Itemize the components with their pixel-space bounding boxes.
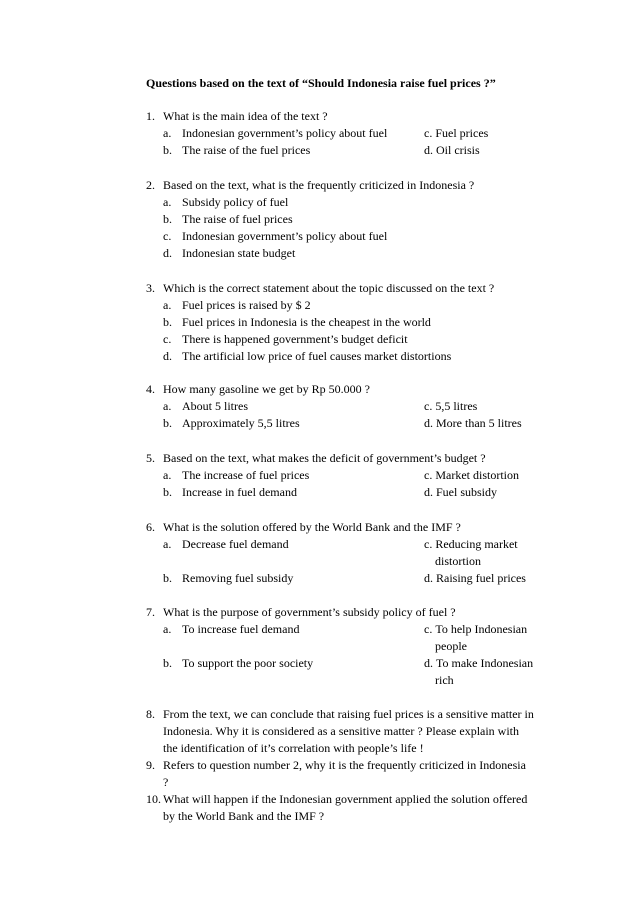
option-text: Fuel prices	[435, 126, 489, 140]
option-text: To make Indonesian	[436, 656, 534, 670]
question-text: What is the main idea of the text ?	[163, 109, 328, 123]
question-text-line: by the World Bank and the IMF ?	[163, 809, 325, 823]
question-6	[146, 519, 576, 587]
question-number: 7.	[146, 605, 155, 619]
option-letter: b.	[163, 315, 172, 329]
question-number: 6.	[146, 520, 155, 534]
option-letter: c.	[424, 537, 433, 551]
question-text-line: Indonesia. Why it is considered as a sensitive matter ? Please explain with	[163, 724, 520, 738]
option-letter: c.	[163, 229, 172, 243]
option-letter: b.	[163, 143, 172, 157]
option-letter: a.	[163, 622, 172, 636]
option-letter: c.	[424, 126, 433, 140]
option-letter: c.	[424, 468, 433, 482]
option-letter: c.	[424, 399, 433, 413]
option-text: To support the poor society	[182, 656, 314, 670]
question-9	[146, 757, 576, 791]
option-letter: d.	[163, 246, 172, 260]
option-letter: d.	[424, 571, 433, 585]
option-letter: d.	[424, 656, 433, 670]
option-text: 5,5 litres	[435, 399, 478, 413]
question-number: 10.	[146, 792, 161, 806]
option-text: Indonesian government’s policy about fuel	[182, 126, 388, 140]
option-text-continued: rich	[435, 673, 454, 687]
question-text: What is the purpose of government’s subsidy policy of fuel ?	[163, 605, 456, 619]
option-text: Increase in fuel demand	[182, 485, 297, 499]
option-text: About 5 litres	[182, 399, 248, 413]
question-text-line: From the text, we can conclude that raising fuel prices is a sensitive matter in	[163, 707, 534, 721]
question-number: 4.	[146, 382, 155, 396]
option-letter: d.	[163, 349, 172, 363]
option-text-continued: distortion	[435, 554, 482, 568]
option-text: Approximately 5,5 litres	[182, 416, 300, 430]
question-number: 2.	[146, 178, 155, 192]
question-text: How many gasoline we get by Rp 50.000 ?	[163, 382, 370, 396]
question-7	[146, 604, 576, 689]
question-number: 8.	[146, 707, 155, 721]
option-text: Decrease fuel demand	[182, 537, 289, 551]
question-text-line: ?	[163, 775, 169, 789]
question-text-line: the identification of it’s correlation with people’s life !	[163, 741, 424, 755]
option-text: Oil crisis	[436, 143, 480, 157]
option-letter: d.	[424, 485, 433, 499]
option-letter: a.	[163, 399, 172, 413]
option-letter: b.	[163, 416, 172, 430]
option-text: Indonesian government’s policy about fuel	[182, 229, 388, 243]
option-text: To increase fuel demand	[182, 622, 300, 636]
page-title: Questions based on the text of “Should Indonesia raise fuel prices ?”	[146, 76, 496, 90]
question-text-line: Refers to question number 2, why it is the frequently criticized in Indonesia	[163, 758, 526, 772]
option-text: Indonesian state budget	[182, 246, 296, 260]
question-number: 5.	[146, 451, 155, 465]
option-text: More than 5 litres	[436, 416, 522, 430]
option-letter: a.	[163, 195, 172, 209]
option-letter: a.	[163, 468, 172, 482]
option-letter: b.	[163, 656, 172, 670]
question-5	[146, 450, 576, 501]
option-letter: b.	[163, 485, 172, 499]
option-letter: c.	[163, 332, 172, 346]
question-text: Based on the text, what is the frequently criticized in Indonesia ?	[163, 178, 475, 192]
question-3	[146, 280, 576, 365]
question-2	[146, 177, 576, 262]
option-text: Subsidy policy of fuel	[182, 195, 289, 209]
option-text: The raise of fuel prices	[182, 212, 293, 226]
question-text: What is the solution offered by the World Bank and the IMF ?	[163, 520, 461, 534]
option-text: Removing fuel subsidy	[182, 571, 294, 585]
option-text: The increase of fuel prices	[182, 468, 310, 482]
option-letter: b.	[163, 571, 172, 585]
option-letter: d.	[424, 416, 433, 430]
option-text-continued: people	[435, 639, 467, 653]
option-letter: a.	[163, 537, 172, 551]
option-text: Reducing market	[435, 537, 518, 551]
option-text: Market distortion	[435, 468, 519, 482]
option-text: Fuel prices in Indonesia is the cheapest in the world	[182, 315, 431, 329]
question-text: Based on the text, what makes the deficit of government’s budget ?	[163, 451, 486, 465]
question-8	[146, 706, 576, 757]
question-text: Which is the correct statement about the topic discussed on the text ?	[163, 281, 495, 295]
option-text: The raise of the fuel prices	[182, 143, 311, 157]
option-text: Fuel subsidy	[436, 485, 498, 499]
option-text: Fuel prices is raised by $ 2	[182, 298, 311, 312]
option-text: To help Indonesian	[435, 622, 528, 636]
question-4	[146, 381, 576, 432]
question-1	[146, 108, 576, 159]
option-text: There is happened government’s budget deficit	[182, 332, 408, 346]
option-letter: d.	[424, 143, 433, 157]
option-text: Raising fuel prices	[436, 571, 526, 585]
question-number: 9.	[146, 758, 155, 772]
option-letter: a.	[163, 298, 172, 312]
question-number: 3.	[146, 281, 155, 295]
option-text: The artificial low price of fuel causes market distortions	[182, 349, 452, 363]
question-number: 1.	[146, 109, 155, 123]
option-letter: c.	[424, 622, 433, 636]
option-letter: a.	[163, 126, 172, 140]
option-letter: b.	[163, 212, 172, 226]
question-10	[146, 791, 576, 825]
question-text-line: What will happen if the Indonesian government applied the solution offered	[163, 792, 528, 806]
